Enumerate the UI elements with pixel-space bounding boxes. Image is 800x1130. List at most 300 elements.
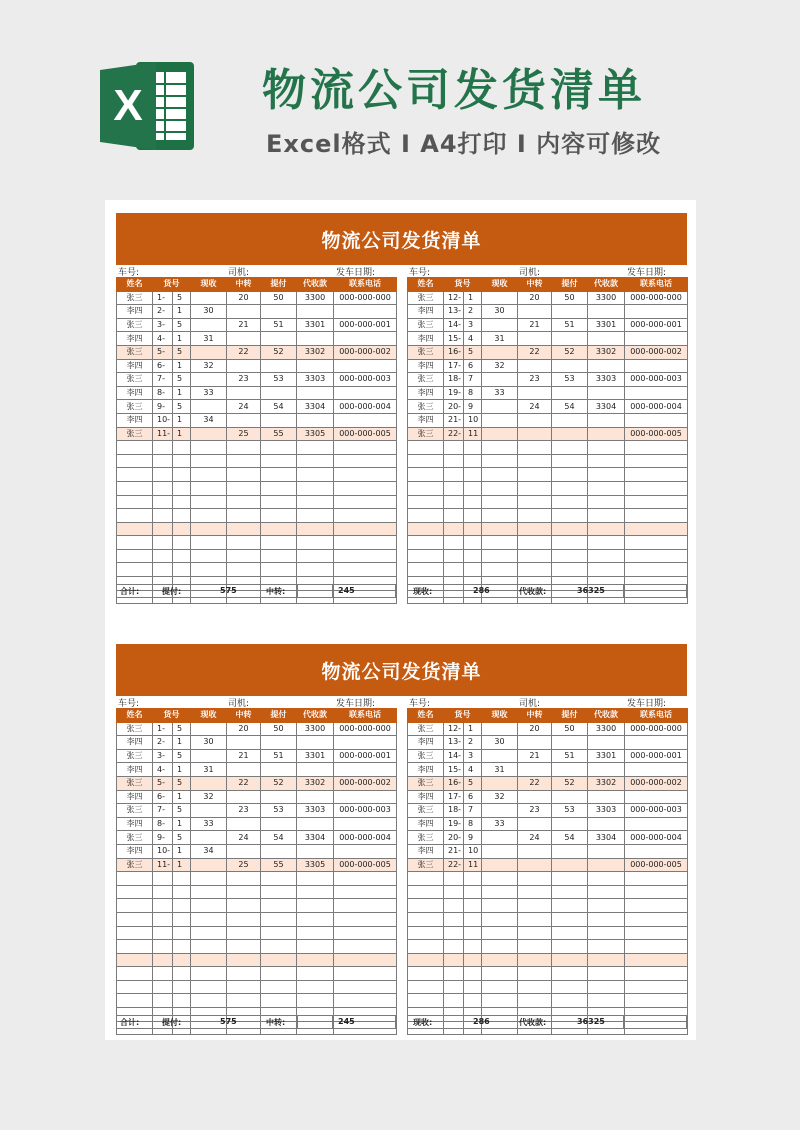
cell-transfer[interactable] <box>227 413 261 427</box>
cell-transfer[interactable] <box>518 967 552 981</box>
cell-phone[interactable] <box>334 495 397 509</box>
cell-cod[interactable] <box>588 509 625 523</box>
cell-pay[interactable] <box>552 359 588 373</box>
cell-pay[interactable] <box>552 305 588 319</box>
cell-cod[interactable] <box>588 468 625 482</box>
cell-name[interactable] <box>117 481 153 495</box>
cell-pay[interactable] <box>261 967 297 981</box>
cell-cod[interactable]: 3301 <box>588 749 625 763</box>
cell-transfer[interactable] <box>227 509 261 523</box>
cell-code[interactable]: 10- <box>153 413 173 427</box>
cell-phone[interactable]: 000-000-000 <box>334 291 397 305</box>
cell-phone[interactable] <box>334 899 397 913</box>
cell-phone[interactable] <box>625 844 688 858</box>
cell-pay[interactable] <box>552 427 588 441</box>
cell-phone[interactable] <box>625 994 688 1008</box>
cell-phone[interactable] <box>625 790 688 804</box>
cell-code[interactable]: 3- <box>153 318 173 332</box>
cell-transfer[interactable] <box>518 926 552 940</box>
cell-cash[interactable] <box>482 926 518 940</box>
cell-phone[interactable]: 000-000-004 <box>334 400 397 414</box>
cell-name[interactable]: 李四 <box>408 736 444 750</box>
cell-phone[interactable]: 000-000-001 <box>625 318 688 332</box>
cell-cod[interactable] <box>297 332 334 346</box>
cell-code-num[interactable] <box>464 940 482 954</box>
cell-code-num[interactable]: 2 <box>464 736 482 750</box>
cell-transfer[interactable] <box>227 817 261 831</box>
cell-phone[interactable] <box>625 305 688 319</box>
cell-transfer[interactable] <box>518 359 552 373</box>
cell-pay[interactable] <box>261 926 297 940</box>
cell-code[interactable]: 17- <box>444 359 464 373</box>
cell-cod[interactable] <box>297 912 334 926</box>
cell-pay[interactable] <box>552 899 588 913</box>
cell-cash[interactable] <box>191 563 227 577</box>
cell-code-num[interactable]: 5 <box>173 831 191 845</box>
cell-pay[interactable] <box>552 332 588 346</box>
cell-cash[interactable] <box>191 509 227 523</box>
cell-code-num[interactable]: 1 <box>173 858 191 872</box>
cell-cod[interactable] <box>588 953 625 967</box>
cell-cash[interactable]: 33 <box>191 386 227 400</box>
cell-code[interactable] <box>153 549 173 563</box>
cell-cash[interactable] <box>482 291 518 305</box>
cell-code[interactable]: 14- <box>444 749 464 763</box>
cell-cod[interactable] <box>297 940 334 954</box>
cell-pay[interactable] <box>261 454 297 468</box>
cell-code[interactable]: 5- <box>153 776 173 790</box>
cell-cod[interactable] <box>297 536 334 550</box>
cell-code-num[interactable] <box>173 980 191 994</box>
cell-transfer[interactable] <box>518 940 552 954</box>
cell-cash[interactable] <box>482 481 518 495</box>
cell-transfer[interactable] <box>227 967 261 981</box>
cell-code-num[interactable] <box>173 912 191 926</box>
cell-code-num[interactable]: 5 <box>173 318 191 332</box>
cell-pay[interactable] <box>552 413 588 427</box>
cell-cod[interactable] <box>588 763 625 777</box>
cell-code[interactable] <box>153 899 173 913</box>
cell-cod[interactable] <box>297 817 334 831</box>
cell-phone[interactable] <box>334 736 397 750</box>
cell-pay[interactable]: 54 <box>261 831 297 845</box>
cell-cod[interactable] <box>297 872 334 886</box>
cell-name[interactable]: 李四 <box>117 305 153 319</box>
cell-cod[interactable] <box>297 899 334 913</box>
cell-transfer[interactable] <box>518 736 552 750</box>
cell-pay[interactable] <box>552 536 588 550</box>
cell-pay[interactable] <box>552 844 588 858</box>
cell-code[interactable]: 6- <box>153 790 173 804</box>
cell-transfer[interactable]: 23 <box>227 373 261 387</box>
cell-cod[interactable] <box>297 481 334 495</box>
cell-cash[interactable] <box>191 872 227 886</box>
cell-cash[interactable]: 30 <box>482 736 518 750</box>
cell-transfer[interactable]: 23 <box>518 373 552 387</box>
cell-phone[interactable] <box>625 359 688 373</box>
cell-phone[interactable] <box>625 522 688 536</box>
cell-transfer[interactable] <box>227 359 261 373</box>
cell-phone[interactable] <box>625 926 688 940</box>
cell-code-num[interactable]: 1 <box>173 790 191 804</box>
cell-transfer[interactable] <box>518 858 552 872</box>
cell-name[interactable]: 张三 <box>117 722 153 736</box>
cell-pay[interactable] <box>552 522 588 536</box>
cell-transfer[interactable] <box>518 953 552 967</box>
cell-name[interactable]: 张三 <box>117 749 153 763</box>
cell-phone[interactable] <box>334 872 397 886</box>
cell-phone[interactable] <box>625 468 688 482</box>
cell-phone[interactable]: 000-000-003 <box>334 804 397 818</box>
cell-code[interactable]: 5- <box>153 345 173 359</box>
cell-name[interactable] <box>408 563 444 577</box>
cell-code[interactable]: 12- <box>444 291 464 305</box>
cell-cash[interactable] <box>191 776 227 790</box>
cell-pay[interactable] <box>261 994 297 1008</box>
cell-code[interactable] <box>444 549 464 563</box>
cell-pay[interactable] <box>261 844 297 858</box>
cell-code-num[interactable] <box>173 967 191 981</box>
cell-code-num[interactable] <box>173 872 191 886</box>
cell-cash[interactable] <box>482 858 518 872</box>
cell-phone[interactable] <box>625 536 688 550</box>
cell-transfer[interactable] <box>227 953 261 967</box>
cell-code-num[interactable]: 5 <box>173 804 191 818</box>
cell-code[interactable]: 19- <box>444 817 464 831</box>
cell-name[interactable] <box>408 980 444 994</box>
cell-phone[interactable]: 000-000-003 <box>334 373 397 387</box>
cell-code[interactable] <box>153 980 173 994</box>
cell-name[interactable] <box>117 912 153 926</box>
cell-code-num[interactable]: 1 <box>464 291 482 305</box>
cell-cod[interactable]: 3300 <box>588 291 625 305</box>
cell-transfer[interactable]: 20 <box>227 291 261 305</box>
cell-transfer[interactable] <box>518 536 552 550</box>
cell-code[interactable] <box>153 912 173 926</box>
cell-name[interactable]: 李四 <box>117 332 153 346</box>
cell-pay[interactable] <box>261 359 297 373</box>
cell-pay[interactable]: 53 <box>552 373 588 387</box>
cell-code[interactable] <box>444 953 464 967</box>
cell-cod[interactable] <box>588 994 625 1008</box>
cell-name[interactable]: 张三 <box>408 291 444 305</box>
cell-cash[interactable]: 33 <box>191 817 227 831</box>
cell-cash[interactable] <box>191 441 227 455</box>
cell-transfer[interactable] <box>227 332 261 346</box>
cell-name[interactable] <box>408 495 444 509</box>
cell-cash[interactable]: 33 <box>482 386 518 400</box>
cell-code-num[interactable]: 5 <box>173 373 191 387</box>
cell-code-num[interactable]: 3 <box>464 318 482 332</box>
cell-transfer[interactable] <box>518 413 552 427</box>
cell-name[interactable]: 张三 <box>117 291 153 305</box>
cell-code-num[interactable] <box>173 522 191 536</box>
cell-name[interactable] <box>117 454 153 468</box>
cell-transfer[interactable] <box>227 912 261 926</box>
cell-cash[interactable]: 31 <box>191 332 227 346</box>
cell-cash[interactable] <box>482 749 518 763</box>
cell-cash[interactable] <box>482 441 518 455</box>
cell-cod[interactable] <box>588 940 625 954</box>
cell-pay[interactable]: 53 <box>261 804 297 818</box>
cell-transfer[interactable]: 21 <box>518 318 552 332</box>
cell-transfer[interactable]: 23 <box>227 804 261 818</box>
cell-name[interactable]: 张三 <box>117 373 153 387</box>
cell-code[interactable]: 16- <box>444 345 464 359</box>
cell-name[interactable] <box>408 926 444 940</box>
cell-phone[interactable]: 000-000-002 <box>625 345 688 359</box>
cell-name[interactable] <box>408 509 444 523</box>
cell-phone[interactable]: 000-000-002 <box>334 345 397 359</box>
cell-cash[interactable]: 31 <box>482 332 518 346</box>
cell-transfer[interactable] <box>227 940 261 954</box>
cell-pay[interactable] <box>261 468 297 482</box>
cell-phone[interactable] <box>334 441 397 455</box>
cell-code-num[interactable] <box>464 509 482 523</box>
cell-name[interactable] <box>117 953 153 967</box>
cell-name[interactable] <box>117 885 153 899</box>
cell-code[interactable] <box>444 536 464 550</box>
cell-code[interactable] <box>153 536 173 550</box>
cell-code-num[interactable]: 5 <box>464 776 482 790</box>
cell-name[interactable]: 李四 <box>408 844 444 858</box>
cell-code-num[interactable] <box>173 495 191 509</box>
cell-transfer[interactable] <box>227 441 261 455</box>
cell-code[interactable]: 7- <box>153 804 173 818</box>
cell-cod[interactable] <box>297 509 334 523</box>
cell-code-num[interactable] <box>173 885 191 899</box>
cell-code-num[interactable] <box>173 441 191 455</box>
cell-phone[interactable] <box>334 386 397 400</box>
cell-code-num[interactable] <box>173 549 191 563</box>
cell-code-num[interactable] <box>173 468 191 482</box>
cell-transfer[interactable] <box>518 468 552 482</box>
cell-name[interactable] <box>117 563 153 577</box>
cell-cash[interactable] <box>191 804 227 818</box>
cell-phone[interactable] <box>625 549 688 563</box>
cell-phone[interactable] <box>334 413 397 427</box>
cell-phone[interactable] <box>334 912 397 926</box>
cell-phone[interactable] <box>334 359 397 373</box>
cell-code[interactable] <box>444 468 464 482</box>
cell-phone[interactable] <box>334 980 397 994</box>
cell-phone[interactable] <box>334 817 397 831</box>
cell-name[interactable] <box>117 441 153 455</box>
cell-code-num[interactable]: 1 <box>464 722 482 736</box>
cell-code[interactable] <box>444 967 464 981</box>
cell-code-num[interactable] <box>464 953 482 967</box>
cell-code-num[interactable]: 5 <box>173 345 191 359</box>
cell-cash[interactable] <box>191 373 227 387</box>
cell-code-num[interactable] <box>173 536 191 550</box>
cell-name[interactable]: 李四 <box>408 305 444 319</box>
cell-name[interactable]: 张三 <box>408 345 444 359</box>
cell-code-num[interactable]: 7 <box>464 804 482 818</box>
cell-cod[interactable]: 3302 <box>297 345 334 359</box>
cell-transfer[interactable] <box>227 844 261 858</box>
cell-cash[interactable] <box>482 831 518 845</box>
cell-code-num[interactable]: 7 <box>464 373 482 387</box>
cell-transfer[interactable] <box>518 522 552 536</box>
cell-cod[interactable]: 3305 <box>297 427 334 441</box>
cell-cash[interactable] <box>482 872 518 886</box>
cell-cash[interactable] <box>191 291 227 305</box>
cell-name[interactable]: 李四 <box>117 790 153 804</box>
cell-code-num[interactable]: 1 <box>173 844 191 858</box>
cell-cod[interactable] <box>588 912 625 926</box>
cell-cash[interactable]: 34 <box>191 844 227 858</box>
cell-transfer[interactable] <box>518 441 552 455</box>
cell-code[interactable]: 12- <box>444 722 464 736</box>
cell-cash[interactable] <box>482 495 518 509</box>
cell-code[interactable]: 13- <box>444 736 464 750</box>
cell-cod[interactable]: 3303 <box>588 373 625 387</box>
cell-phone[interactable] <box>334 468 397 482</box>
cell-transfer[interactable]: 25 <box>227 427 261 441</box>
cell-pay[interactable] <box>552 885 588 899</box>
cell-phone[interactable]: 000-000-000 <box>625 722 688 736</box>
cell-cod[interactable] <box>588 858 625 872</box>
cell-code[interactable] <box>444 563 464 577</box>
cell-pay[interactable] <box>261 332 297 346</box>
cell-cod[interactable]: 3300 <box>588 722 625 736</box>
cell-cash[interactable] <box>191 926 227 940</box>
cell-pay[interactable]: 52 <box>552 345 588 359</box>
cell-transfer[interactable]: 22 <box>227 776 261 790</box>
cell-pay[interactable] <box>261 817 297 831</box>
cell-phone[interactable] <box>334 454 397 468</box>
cell-code-num[interactable] <box>464 549 482 563</box>
cell-transfer[interactable] <box>518 563 552 577</box>
cell-code[interactable]: 11- <box>153 858 173 872</box>
cell-cod[interactable] <box>588 817 625 831</box>
cell-phone[interactable] <box>625 763 688 777</box>
cell-pay[interactable] <box>552 994 588 1008</box>
cell-name[interactable] <box>408 441 444 455</box>
cell-transfer[interactable] <box>227 536 261 550</box>
cell-name[interactable] <box>117 994 153 1008</box>
cell-phone[interactable] <box>625 885 688 899</box>
cell-cash[interactable] <box>482 549 518 563</box>
cell-transfer[interactable] <box>227 763 261 777</box>
cell-cod[interactable] <box>588 885 625 899</box>
cell-transfer[interactable] <box>518 790 552 804</box>
cell-phone[interactable] <box>334 549 397 563</box>
cell-cod[interactable]: 3305 <box>297 858 334 872</box>
cell-name[interactable] <box>117 940 153 954</box>
cell-code-num[interactable]: 6 <box>464 790 482 804</box>
cell-cod[interactable] <box>588 563 625 577</box>
cell-code[interactable] <box>444 926 464 940</box>
cell-phone[interactable] <box>334 790 397 804</box>
cell-code-num[interactable]: 1 <box>173 763 191 777</box>
cell-pay[interactable] <box>552 509 588 523</box>
cell-transfer[interactable] <box>227 454 261 468</box>
cell-name[interactable] <box>408 872 444 886</box>
cell-cash[interactable] <box>482 536 518 550</box>
cell-phone[interactable]: 000-000-005 <box>334 858 397 872</box>
cell-phone[interactable]: 000-000-000 <box>625 291 688 305</box>
cell-code-num[interactable]: 5 <box>173 291 191 305</box>
cell-name[interactable] <box>117 980 153 994</box>
cell-cash[interactable]: 32 <box>482 790 518 804</box>
cell-code-num[interactable] <box>173 454 191 468</box>
cell-code[interactable] <box>153 872 173 886</box>
cell-phone[interactable] <box>334 953 397 967</box>
cell-cash[interactable] <box>191 454 227 468</box>
cell-transfer[interactable]: 22 <box>227 345 261 359</box>
cell-cod[interactable]: 3302 <box>297 776 334 790</box>
cell-code-num[interactable] <box>464 536 482 550</box>
cell-pay[interactable] <box>552 858 588 872</box>
cell-pay[interactable] <box>552 912 588 926</box>
cell-code-num[interactable] <box>173 994 191 1008</box>
cell-cash[interactable] <box>482 994 518 1008</box>
cell-cod[interactable]: 3301 <box>297 749 334 763</box>
cell-phone[interactable] <box>625 953 688 967</box>
cell-cash[interactable] <box>482 967 518 981</box>
cell-code[interactable]: 14- <box>444 318 464 332</box>
cell-name[interactable] <box>117 495 153 509</box>
cell-cod[interactable]: 3303 <box>297 804 334 818</box>
cell-cod[interactable] <box>588 522 625 536</box>
cell-transfer[interactable]: 24 <box>227 400 261 414</box>
cell-cash[interactable] <box>191 495 227 509</box>
cell-pay[interactable] <box>261 980 297 994</box>
cell-code[interactable]: 19- <box>444 386 464 400</box>
cell-code-num[interactable]: 5 <box>173 749 191 763</box>
cell-cod[interactable] <box>297 885 334 899</box>
cell-phone[interactable] <box>625 940 688 954</box>
cell-phone[interactable] <box>625 413 688 427</box>
cell-code-num[interactable] <box>173 953 191 967</box>
cell-code[interactable]: 11- <box>153 427 173 441</box>
cell-cash[interactable]: 32 <box>191 790 227 804</box>
cell-code-num[interactable]: 1 <box>173 332 191 346</box>
cell-code[interactable] <box>444 522 464 536</box>
cell-transfer[interactable]: 24 <box>227 831 261 845</box>
cell-pay[interactable] <box>552 763 588 777</box>
cell-code-num[interactable] <box>464 885 482 899</box>
cell-name[interactable]: 张三 <box>117 345 153 359</box>
cell-phone[interactable] <box>334 536 397 550</box>
cell-code[interactable]: 6- <box>153 359 173 373</box>
cell-name[interactable]: 张三 <box>117 776 153 790</box>
cell-name[interactable]: 李四 <box>408 359 444 373</box>
cell-cash[interactable] <box>482 345 518 359</box>
cell-code[interactable]: 3- <box>153 749 173 763</box>
cell-cod[interactable] <box>297 763 334 777</box>
cell-transfer[interactable] <box>227 736 261 750</box>
cell-phone[interactable]: 000-000-005 <box>334 427 397 441</box>
cell-name[interactable] <box>408 536 444 550</box>
cell-code[interactable] <box>444 899 464 913</box>
cell-pay[interactable] <box>261 536 297 550</box>
cell-phone[interactable] <box>625 872 688 886</box>
cell-code-num[interactable] <box>464 967 482 981</box>
cell-code-num[interactable]: 6 <box>464 359 482 373</box>
cell-name[interactable]: 李四 <box>117 763 153 777</box>
cell-cash[interactable] <box>482 522 518 536</box>
cell-pay[interactable] <box>261 522 297 536</box>
cell-cod[interactable] <box>297 454 334 468</box>
cell-pay[interactable] <box>261 305 297 319</box>
cell-phone[interactable]: 000-000-001 <box>625 749 688 763</box>
cell-name[interactable]: 李四 <box>408 817 444 831</box>
cell-code-num[interactable] <box>173 481 191 495</box>
cell-pay[interactable] <box>552 790 588 804</box>
cell-phone[interactable] <box>334 509 397 523</box>
